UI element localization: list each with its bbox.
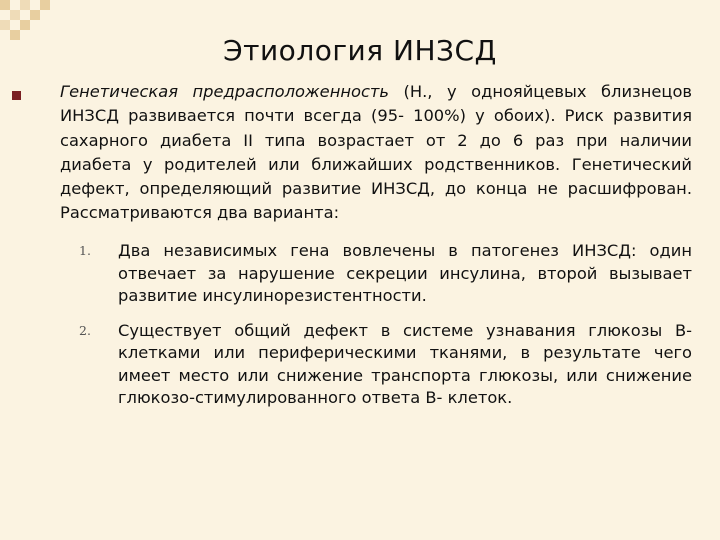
- variants-list: [75, 240, 692, 410]
- bullet-square: [12, 91, 21, 100]
- list-item-number: 2.: [79, 322, 91, 338]
- etiology-paragraph: [60, 80, 692, 226]
- list-item: [75, 320, 692, 410]
- list-item-number: 1.: [79, 243, 91, 258]
- list-item-text: Существует общий дефект в системе узнавания глюкозы B-клетками или периферическими тканями, в результате чего имеет место или снижение транспорта глюкозы, или снижение глюкозо-стимулированного ответа B- клеток.: [118, 320, 692, 407]
- list-item: [75, 240, 692, 308]
- paragraph-body: (Н., у однояйцевых близнецов ИНЗСД развивается почти всегда (95- 100%) у обоих). Риск развития сахарного диабета II типа возрастает от 2 до 6 раз при наличии диабета у родителей или ближайших родственников. Генетический дефект, определяющий развитие ИНЗСД, до конца не расшифрован. Рассматриваются два варианта:: [60, 82, 692, 223]
- paragraph-lead: Генетическая предрасположенность: [60, 82, 389, 101]
- slide-title: Этиология ИНЗСД: [223, 34, 497, 67]
- list-item-text: Два независимых гена вовлечены в патогенез ИНЗСД: один отвечает за нарушение секреции инсулина, второй вызывает развитие инсулинорезистентности.: [118, 241, 692, 305]
